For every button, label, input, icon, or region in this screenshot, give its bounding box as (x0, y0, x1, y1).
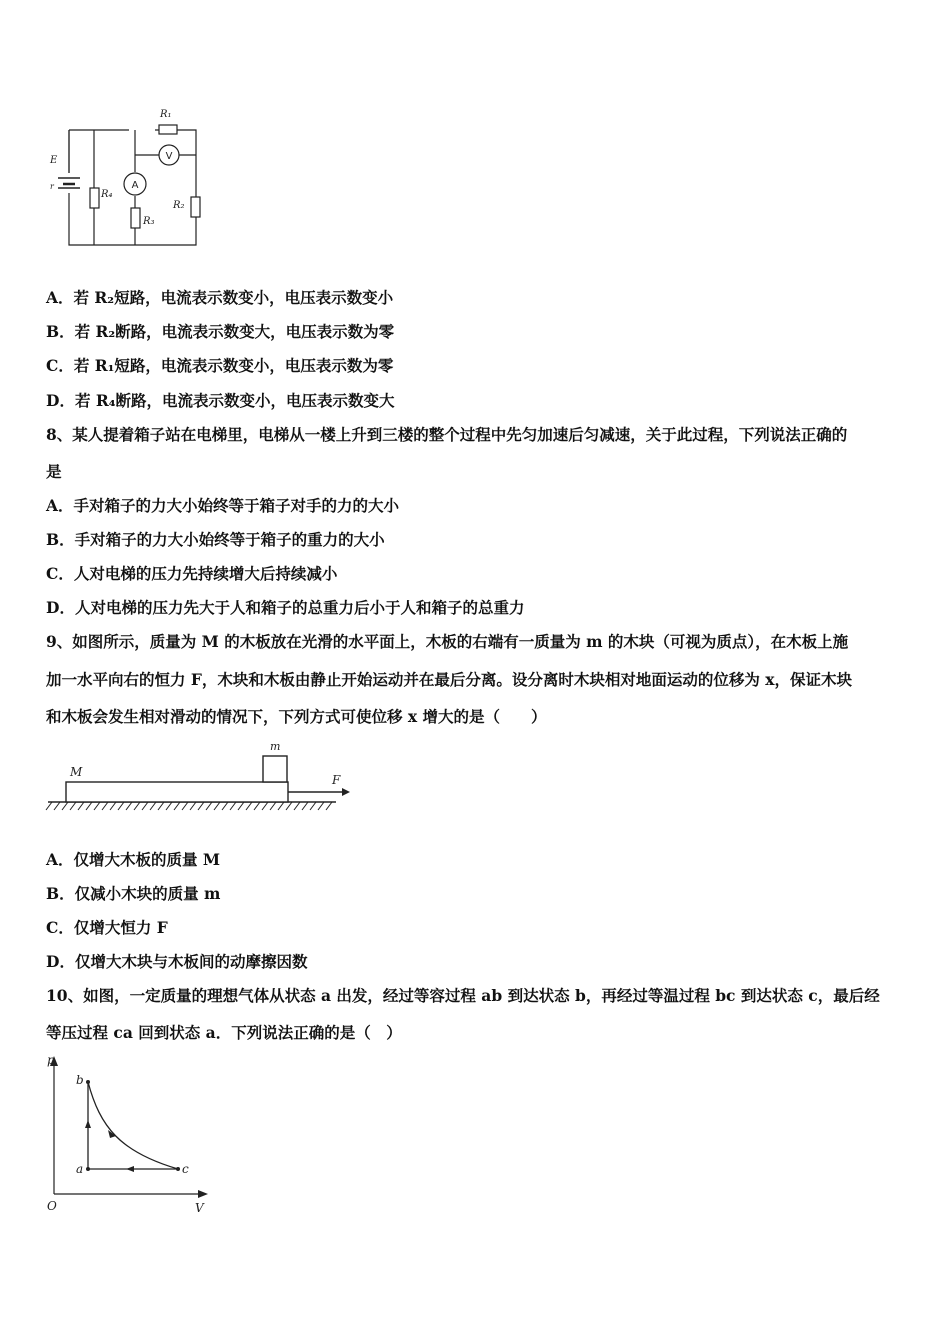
v-axis-arrow (198, 1190, 208, 1198)
q8-option-c: C．人对电梯的压力先持续增大后持续减小 (46, 564, 338, 583)
q8-option-b: B．手对箱子的力大小始终等于箱子的重力的大小 (46, 530, 385, 549)
label-e: E (50, 155, 58, 166)
label-state-c: c (182, 1162, 189, 1176)
board-block-svg (44, 738, 354, 818)
circuit-diagram (44, 100, 214, 250)
q9-stem-line1: 9、如图所示，质量为 M 的木板放在光滑的水平面上，木板的右端有一质量为 m 的木块（可视为质点），在木板上施 (46, 632, 849, 651)
label-ammeter: A (131, 180, 139, 191)
label-r1: R₁ (160, 109, 172, 120)
label-state-a: a (76, 1162, 84, 1176)
state-b-point (86, 1080, 90, 1084)
label-force-F: F (332, 773, 341, 787)
q8-option-a: A．手对箱子的力大小始终等于箱子对手的力的大小 (46, 496, 400, 515)
force-arrowhead (342, 788, 350, 796)
block-m (263, 756, 287, 782)
label-board-M: M (70, 765, 83, 779)
state-a-point (86, 1167, 90, 1171)
label-v-axis: V (195, 1201, 204, 1215)
q10-stem-line1: 10、如图，一定质量的理想气体从状态 a 出发，经过等容过程 ab 到达状态 b，再经过等温过程 bc 到达状态 c，最后经 (46, 986, 880, 1005)
q7-option-c: C．若 R₁短路，电流表示数变小，电压表示数为零 (46, 356, 394, 375)
arrow-ca (126, 1166, 134, 1172)
circuit-svg (44, 100, 214, 250)
q9-option-d: D．仅增大木块与木板间的动摩擦因数 (46, 952, 308, 971)
q10-stem-line2: 等压过程 ca 回到状态 a．下列说法正确的是（ ） (46, 1023, 402, 1042)
q8-option-d: D．人对电梯的压力先大于人和箱子的总重力后小于人和箱子的总重力 (46, 598, 525, 617)
q7-option-a: A．若 R₂短路，电流表示数变小，电压表示数变小 (46, 288, 394, 307)
q9-stem-line3: 和木板会发生相对滑动的情况下，下列方式可使位移 x 增大的是（ ） (46, 707, 547, 726)
label-origin: O (47, 1199, 57, 1213)
q9-stem-line2: 加一水平向右的恒力 F，木块和木板由静止开始运动并在最后分离。设分离时木块相对地面运动的位移为 x，保证木块 (46, 670, 853, 689)
resistor-r3 (131, 208, 140, 228)
label-voltmeter: V (165, 151, 173, 162)
label-r2: R₂ (173, 200, 185, 211)
label-block-m: m (270, 740, 281, 753)
label-r3: R₃ (143, 216, 155, 227)
ground-hatching (46, 802, 332, 810)
label-r: r (50, 182, 54, 191)
label-p-axis: p (47, 1053, 55, 1067)
arrow-ab (85, 1120, 91, 1128)
q9-option-c: C．仅增大恒力 F (46, 918, 168, 937)
pv-graph (40, 1052, 220, 1220)
resistor-r2 (191, 197, 200, 217)
q8-stem-line1: 8、某人提着箱子站在电梯里，电梯从一楼上升到三楼的整个过程中先匀加速后匀减速，关于此过程，下列说法正确的 (46, 425, 848, 444)
process-bc (88, 1082, 178, 1169)
q7-option-b: B．若 R₂断路，电流表示数变大，电压表示数为零 (46, 322, 395, 341)
resistor-r1 (159, 125, 177, 134)
pv-graph-svg (40, 1052, 220, 1220)
board-M (66, 782, 288, 802)
wire-top-right (155, 130, 196, 197)
label-state-b: b (76, 1073, 84, 1087)
state-c-point (176, 1167, 180, 1171)
resistor-r4 (90, 188, 99, 208)
q8-stem-line2: 是 (46, 462, 62, 481)
q7-option-d: D．若 R₄断路，电流表示数变小，电压表示数变大 (46, 391, 395, 410)
board-block-figure (44, 738, 354, 818)
q9-option-b: B．仅减小木块的质量 m (46, 884, 221, 903)
label-r4: R₄ (101, 189, 113, 200)
q9-option-a: A．仅增大木板的质量 M (46, 850, 221, 869)
